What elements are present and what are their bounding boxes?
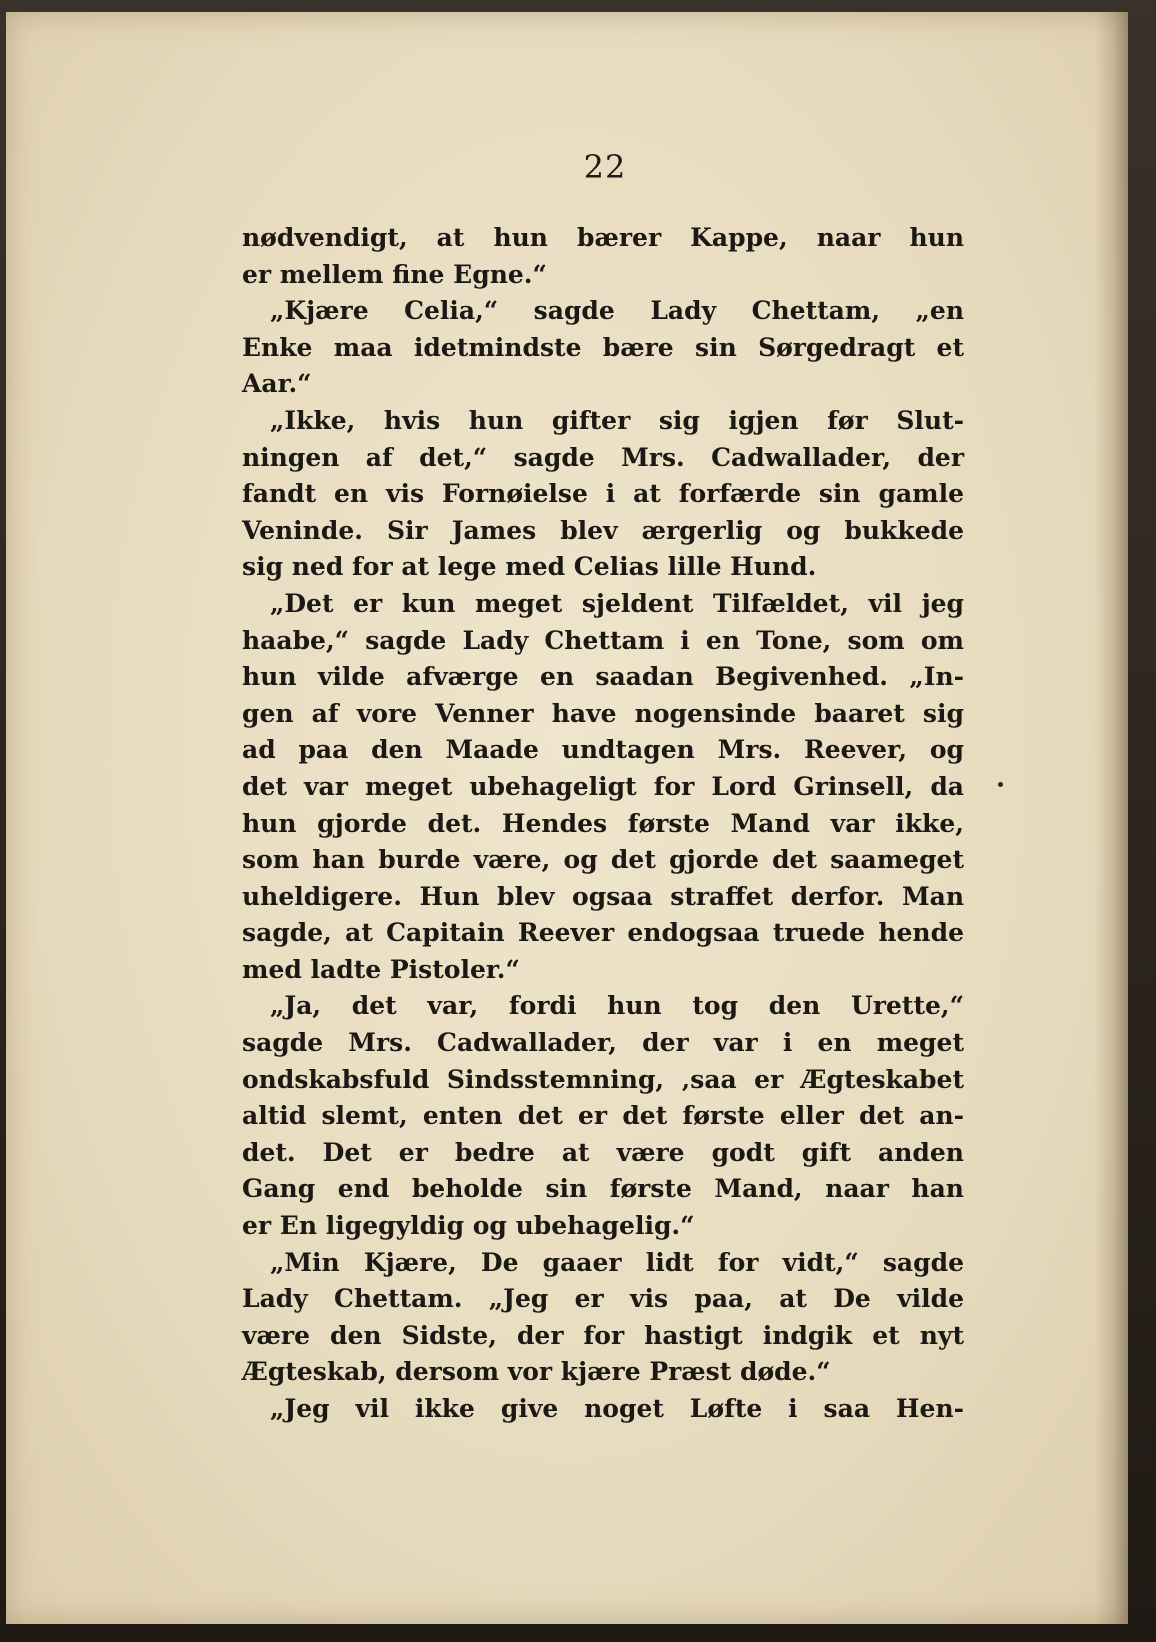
text-line: uheldigere. Hun blev ogsaa straffet derfor. Man [242,881,964,911]
ink-speck [998,782,1003,787]
text-line: Aar.“ [242,369,312,399]
text-line: „Jeg vil ikke give noget Løfte i saa Hen- [270,1394,964,1423]
text-line: „Ikke, hvis hun gifter sig igjen før Slut- [270,405,964,435]
text-line: ningen af det,“ sagde Mrs. Cadwallader, der [242,442,964,472]
text-line: altid slemt, enten det er det første eller det an- [242,1101,964,1131]
body-text [242,220,964,1428]
text-line: ondskabsfuld Sindsstemning, ‚saa er Ægteskabet [242,1064,964,1094]
text-line: hun gjorde det. Hendes første Mand var ikke, [242,808,964,838]
text-line: nødvendigt, at hun bærer Kappe, naar hun [242,223,964,252]
text-line: ad paa den Maade undtagen Mrs. Reever, og [242,735,964,765]
text-line: sagde, at Capitain Reever endogsaa truede hende [242,918,964,948]
page-edge-shadow [1094,12,1128,1624]
text-line: Enke maa idetmindste bære sin Sørgedragt et [242,332,964,362]
text-line: er mellem fine Egne.“ [242,259,547,289]
text-line: haabe,“ sagde Lady Chettam i en Tone, som om [242,625,964,655]
text-line: det. Det er bedre at være godt gift anden [242,1137,964,1167]
text-line: „Det er kun meget sjeldent Tilfældet, vil jeg [270,588,964,618]
text-line: „Min Kjære, De gaaer lidt for vidt,“ sagde [270,1247,964,1277]
text-line: „Kjære Celia,“ sagde Lady Chettam, „en [270,296,964,326]
text-line: sagde Mrs. Cadwallader, der var i en meget [242,1028,964,1058]
text-line: gen af vore Venner have nogensinde baaret sig [242,698,964,728]
text-line: sig ned for at lege med Celias lille Hund. [242,552,817,582]
text-line: Veninde. Sir James blev ærgerlig og bukkede [242,515,964,545]
text-line: „Ja, det var, fordi hun tog den Urette,“ [270,991,964,1021]
text-line: Ægteskab, dersom vor kjære Præst døde.“ [242,1357,831,1387]
page-number: 22 [583,148,627,186]
text-line: som han burde være, og det gjorde det saameget [242,845,964,875]
text-line: med ladte Pistoler.“ [242,954,520,984]
text-line: er En ligegyldig og ubehagelig.“ [242,1211,695,1241]
text-line: det var meget ubehageligt for Lord Grinsell, da [242,771,964,801]
text-line: Lady Chettam. „Jeg er vis paa, at De vilde [242,1284,964,1314]
text-line: fandt en vis Fornøielse i at forfærde sin gamle [242,479,964,509]
text-line: Gang end beholde sin første Mand, naar han [242,1174,964,1204]
text-line: hun vilde afværge en saadan Begivenhed. „In- [242,662,964,692]
text-line: være den Sidste, der for hastigt indgik et nyt [242,1320,964,1350]
